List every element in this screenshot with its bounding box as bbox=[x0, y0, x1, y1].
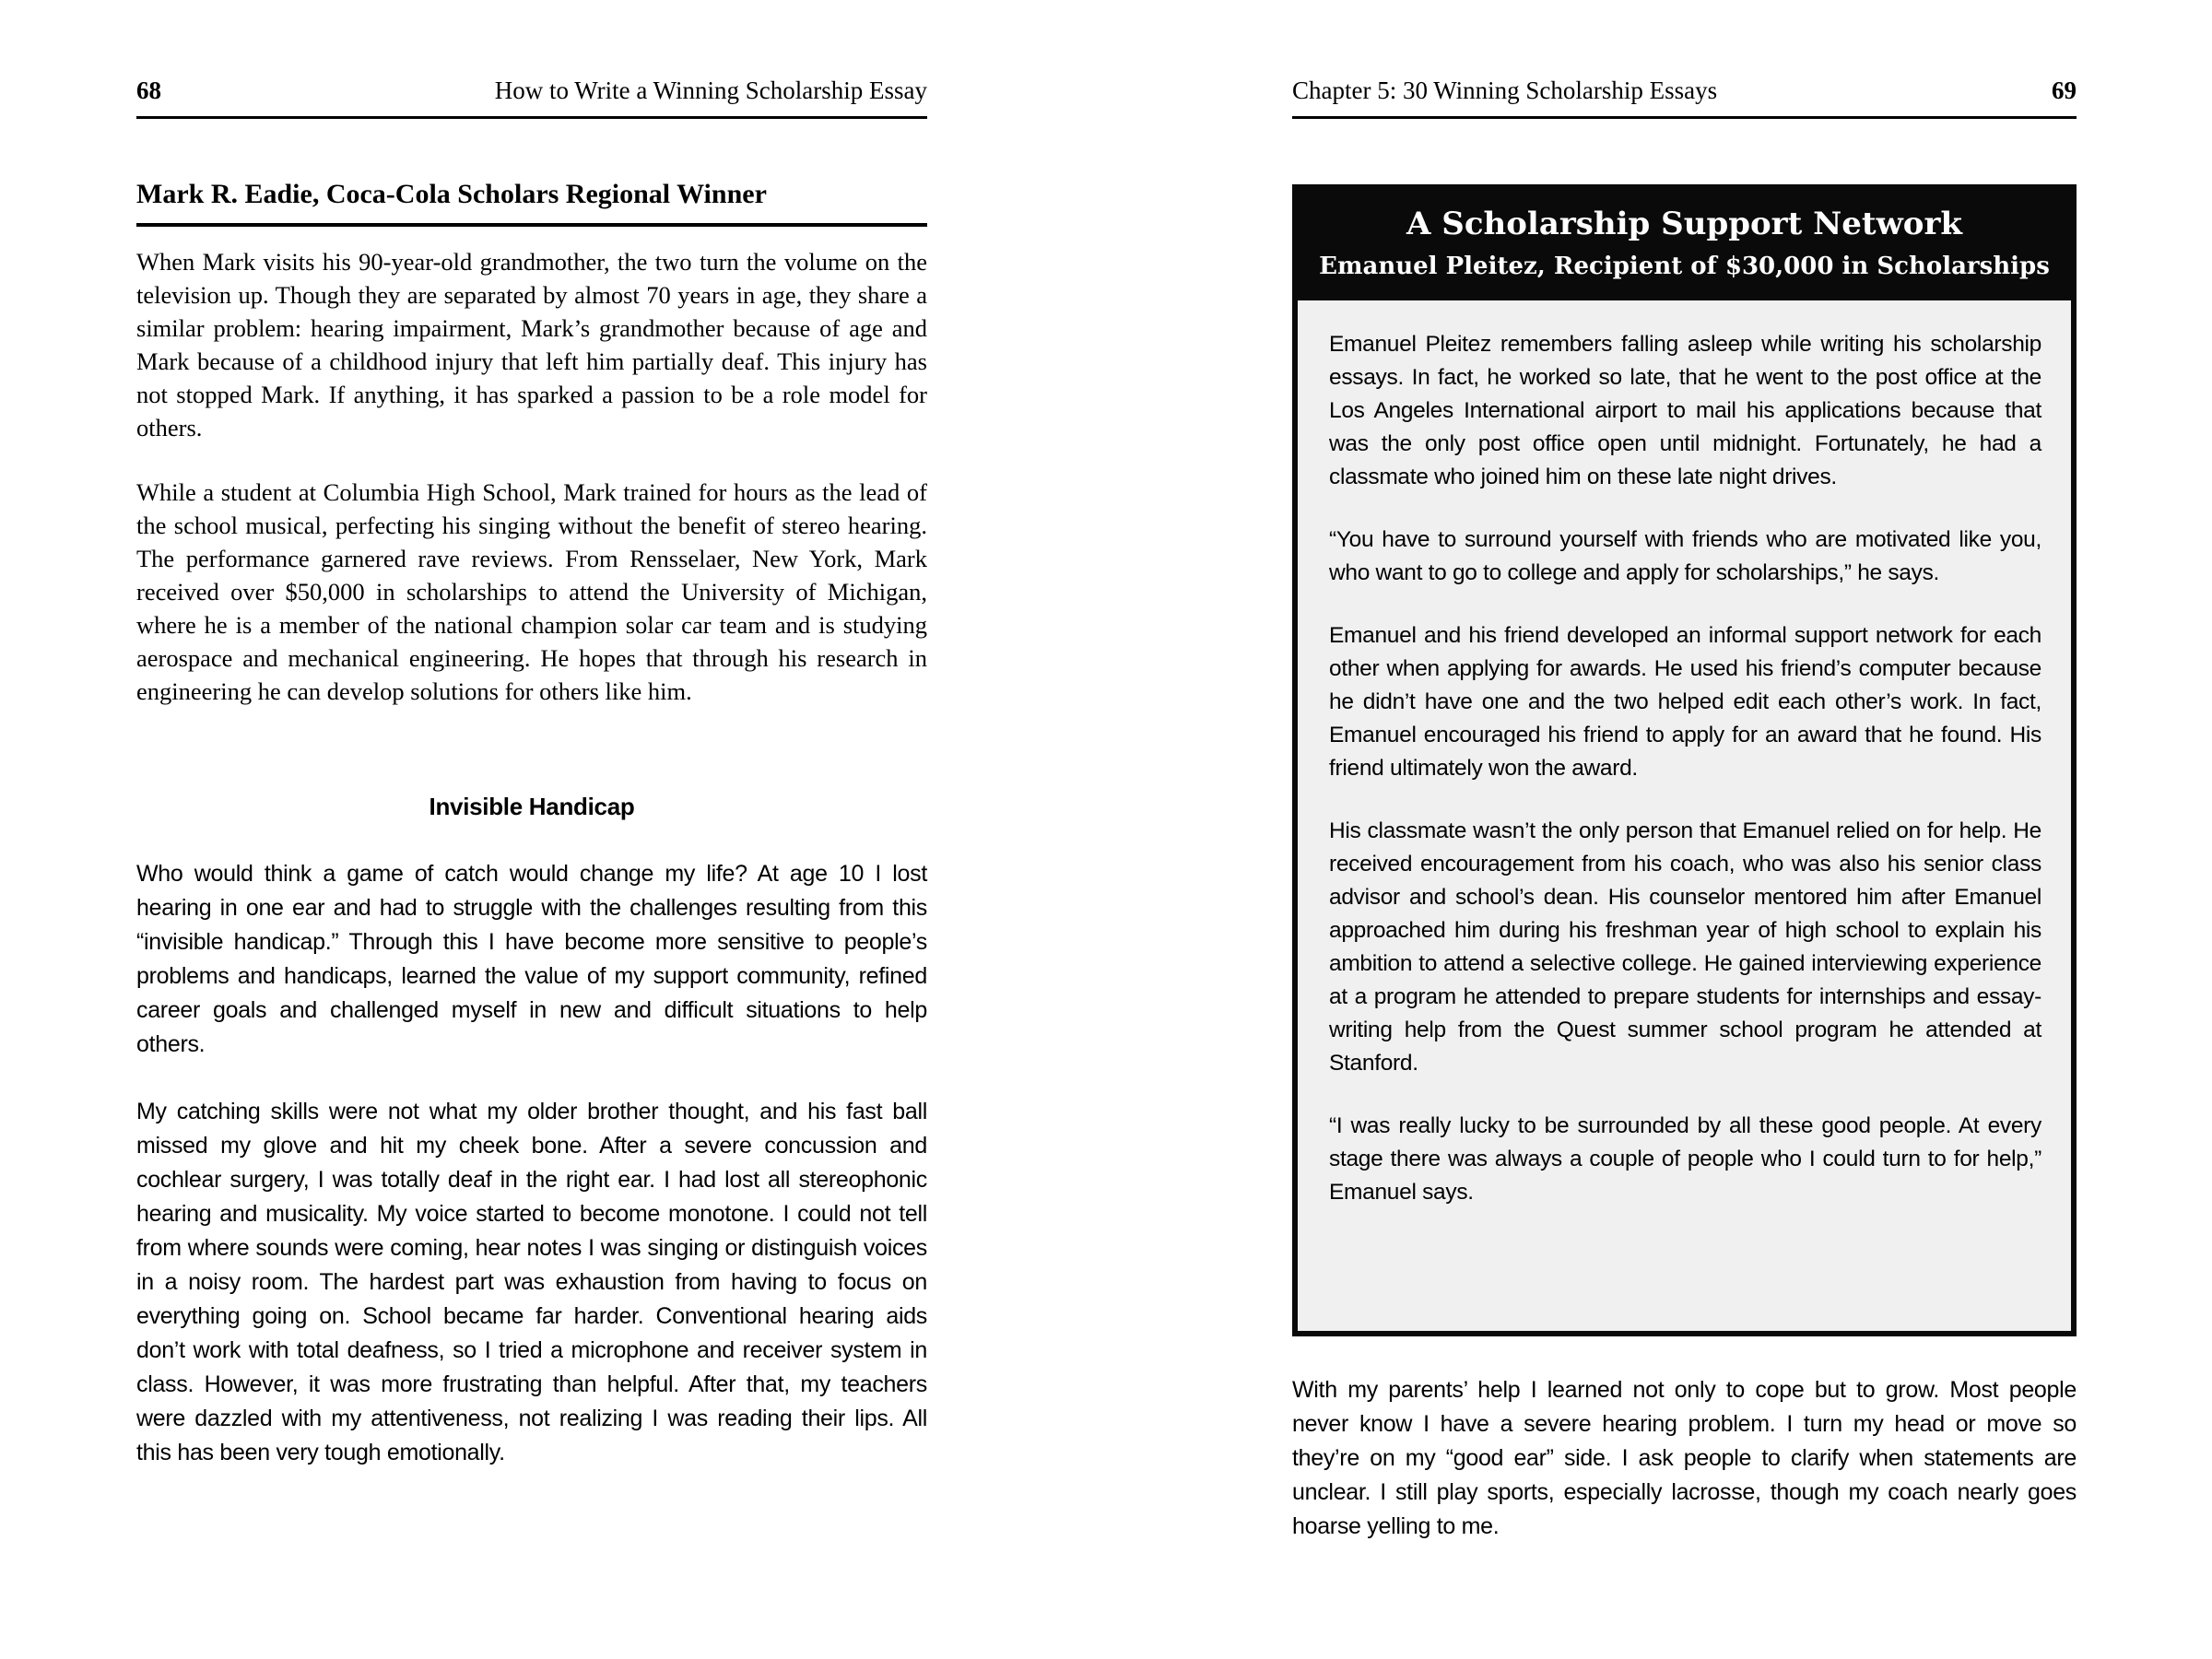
essay-subheading: Invisible Handicap bbox=[429, 793, 635, 820]
essay-body-right bbox=[1292, 1373, 2077, 1544]
right-page-number: 69 bbox=[2052, 76, 2077, 104]
sidebar-subtitle: Emanuel Pleitez, Recipient of $30,000 in Scholarships bbox=[1319, 252, 2050, 280]
essay-paragraph: Who would think a game of catch would change my life? At age 10 I lost hearing in one ear and had to struggle with the challenges resulting from this “invisible handicap.” Through this I have become more sensitive to people’s problems and handicaps, learned the value of my support community, refined career goals and challenged myself in new and difficult situations to help others. bbox=[136, 861, 927, 1057]
essay-body-left bbox=[136, 857, 927, 1470]
sidebar-title: A Scholarship Support Network bbox=[1406, 206, 1962, 242]
intro-paragraph: When Mark visits his 90-year-old grandmother, the two turn the volume on the television up. Though they are separated by almost 70 years in age, they share a similar problem: hearing impairment, Mark’s grandmother because of age and Mark because of a childhood injury that left him partially deaf. This injury has not stopped Mark. If anything, it has sparked a passion to be a role model for others. bbox=[136, 248, 927, 441]
sidebar-paragraph: “I was really lucky to be surrounded by all these good people. At every stage there was always a couple of people who I could turn to for help,” Emanuel says. bbox=[1329, 1113, 2041, 1206]
intro-paragraph: While a student at Columbia High School, Mark trained for hours as the lead of the school musical, perfecting his singing without the benefit of stereo hearing. The performance garnered rave reviews. From Rensselaer, New York, Mark received over $50,000 in scholarships to attend the University of Michigan, where he is a member of the national champion solar car team and is studying aerospace and mechanical engineering. He hopes that through his research in engineering he can develop solutions for others like him. bbox=[136, 478, 927, 705]
sidebar-paragraph: “You have to surround yourself with friends who are motivated like you, who want to go to college and apply for scholarships,” he says. bbox=[1329, 527, 2041, 586]
left-running-title: How to Write a Winning Scholarship Essay bbox=[494, 76, 927, 104]
sidebar-paragraph: Emanuel and his friend developed an informal support network for each other when applying for awards. He used his friend’s computer because he didn’t have one and the two helped edit each other’s work. In fact, Emanuel encouraged his friend to apply for an award that he found. His friend ultimately won the award. bbox=[1329, 623, 2041, 782]
essay-paragraph: My catching skills were not what my older brother thought, and his fast ball missed my glove and hit my cheek bone. After a severe concussion and cochlear surgery, I was totally deaf in the right ear. I had lost all stereophonic hearing and musicality. My voice started to become monotone. I could not tell from where sounds were coming, hear notes I was singing or distinguish voices in a noisy room. The hardest part was exhaustion from having to focus on everything going on. School became far harder. Conventional hearing aids don’t work with total deafness, so I tried a microphone and receiver system in class. However, it was more frustrating than helpful. After that, my teachers were dazzled with my attentiveness, not realizing I was reading their lips. All this has been very tough emotionally. bbox=[136, 1099, 927, 1465]
page-left bbox=[136, 0, 927, 1659]
winner-heading: Mark R. Eadie, Coca-Cola Scholars Regional Winner bbox=[136, 179, 927, 227]
sidebar-header bbox=[1298, 190, 2071, 300]
page-right bbox=[1292, 0, 2077, 1659]
essay-paragraph: With my parents’ help I learned not only to cope but to grow. Most people never know I have a severe hearing problem. I turn my head or move so they’re on my “good ear” side. I ask people to clarify when statements are unclear. I still play sports, especially lacrosse, though my coach nearly goes hoarse yelling to me. bbox=[1292, 1377, 2077, 1539]
sidebar-paragraph: His classmate wasn’t the only person that Emanuel relied on for help. He received encouragement from his coach, who was also his senior class advisor and school’s dean. His counselor mentored him after Emanuel approached him during his freshman year of high school to explain his ambition to attend a selective college. He gained interviewing experience at a program he attended to prepare students for internships and essay-writing help from the Quest summer school program he attended at Stanford. bbox=[1329, 818, 2041, 1077]
left-running-head bbox=[136, 77, 927, 119]
sidebar-paragraph: Emanuel Pleitez remembers falling asleep while writing his scholarship essays. In fact, he worked so late, that he went to the post office at the Los Angeles International airport to mail his applications because that was the only post office open until midnight. Fortunately, he had a classmate who joined him on these late night drives. bbox=[1329, 332, 2041, 490]
left-page-number: 68 bbox=[136, 76, 161, 104]
sidebar-body bbox=[1298, 300, 2071, 1331]
right-running-head bbox=[1292, 77, 2077, 119]
sidebar-story-box bbox=[1292, 184, 2077, 1336]
right-running-title: Chapter 5: 30 Winning Scholarship Essays bbox=[1292, 76, 1718, 104]
winner-intro bbox=[136, 245, 927, 708]
